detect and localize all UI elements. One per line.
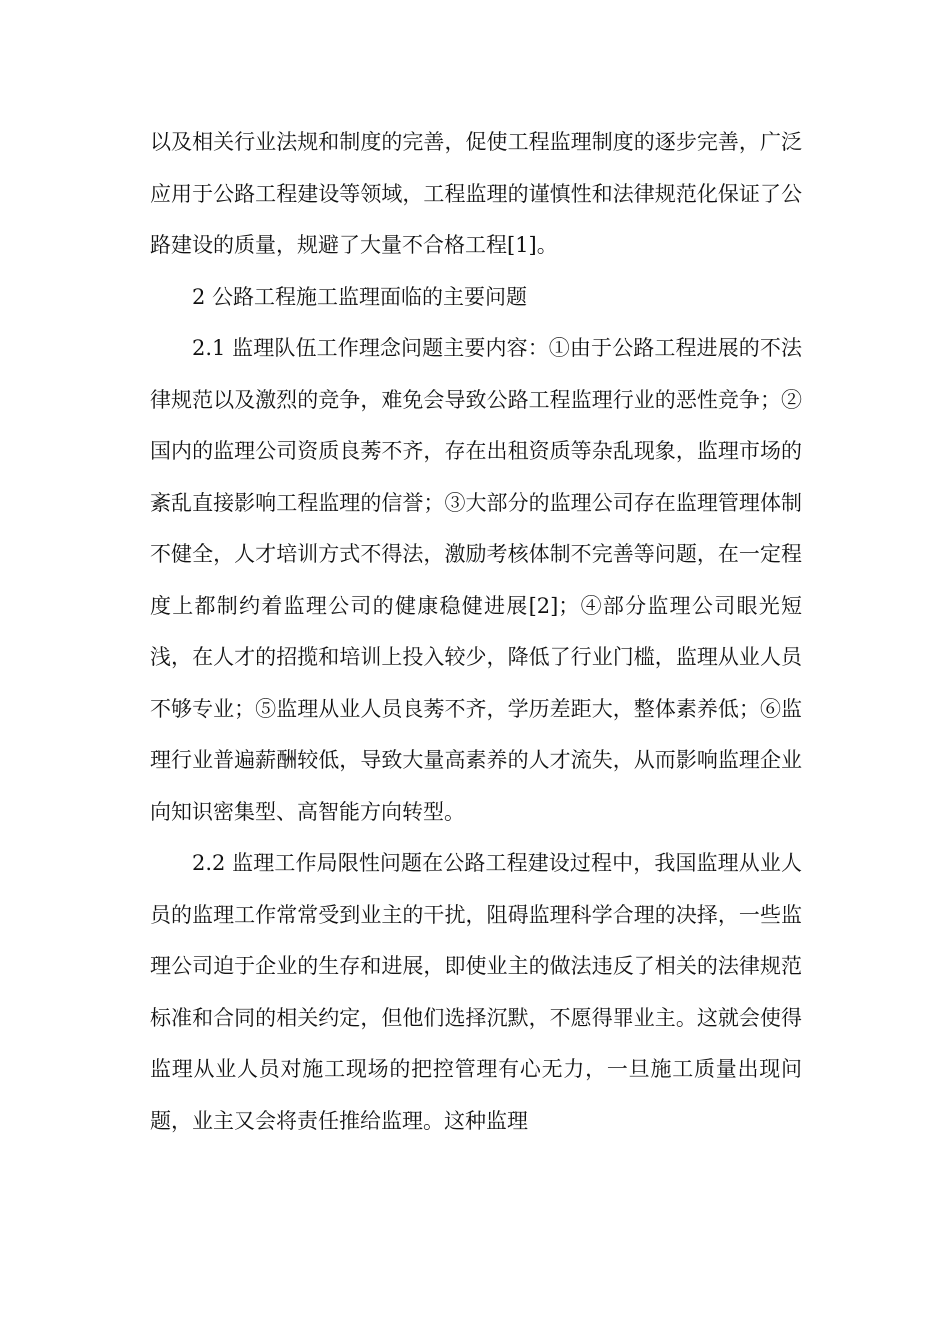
paragraph-2-2: 2.2 监理工作局限性问题在公路工程建设过程中，我国监理从业人员的监理工作常常受到业主的干扰，阻碍监理科学合理的决择，一些监理公司迫于企业的生存和进展，即使业主的做法违反了相关的法律规范标准和合同的相关约定，但他们选择沉默，不愿得罪业主。这就会使得监理从业人员对施工现场的把控管理有心无力，一旦施工质量出现问题，业主又会将责任推给监理。这种监理 [150,851,802,1133]
section-heading: 2 公路工程施工监理面临的主要问题 [192,284,528,309]
document-body [150,117,802,1147]
paragraph-2-1: 2.1 监理队伍工作理念问题主要内容：①由于公路工程进展的不法律规范以及激烈的竞争，难免会导致公路工程监理行业的恶性竞争；②国内的监理公司资质良莠不齐，存在出租资质等杂乱现象，监理市场的紊乱直接影响工程监理的信誉；③大部分的监理公司存在监理管理体制不健全，人才培训方式不得法，激励考核体制不完善等问题，在一定程度上都制约着监理公司的健康稳健进展[2]；④部分监理公司眼光短浅，在人才的招揽和培训上投入较少，降低了行业门槛，监理从业人员不够专业；⑤监理从业人员良莠不齐，学历差距大，整体素养低；⑥监理行业普遍薪酬较低，导致大量高素养的人才流失，从而影响监理企业向知识密集型、高智能方向转型。 [150,336,802,824]
paragraph-continuation: 以及相关行业法规和制度的完善，促使工程监理制度的逐步完善，广泛应用于公路工程建设等领域，工程监理的谨慎性和法律规范化保证了公路建设的质量，规避了大量不合格工程[1]。 [150,130,802,257]
